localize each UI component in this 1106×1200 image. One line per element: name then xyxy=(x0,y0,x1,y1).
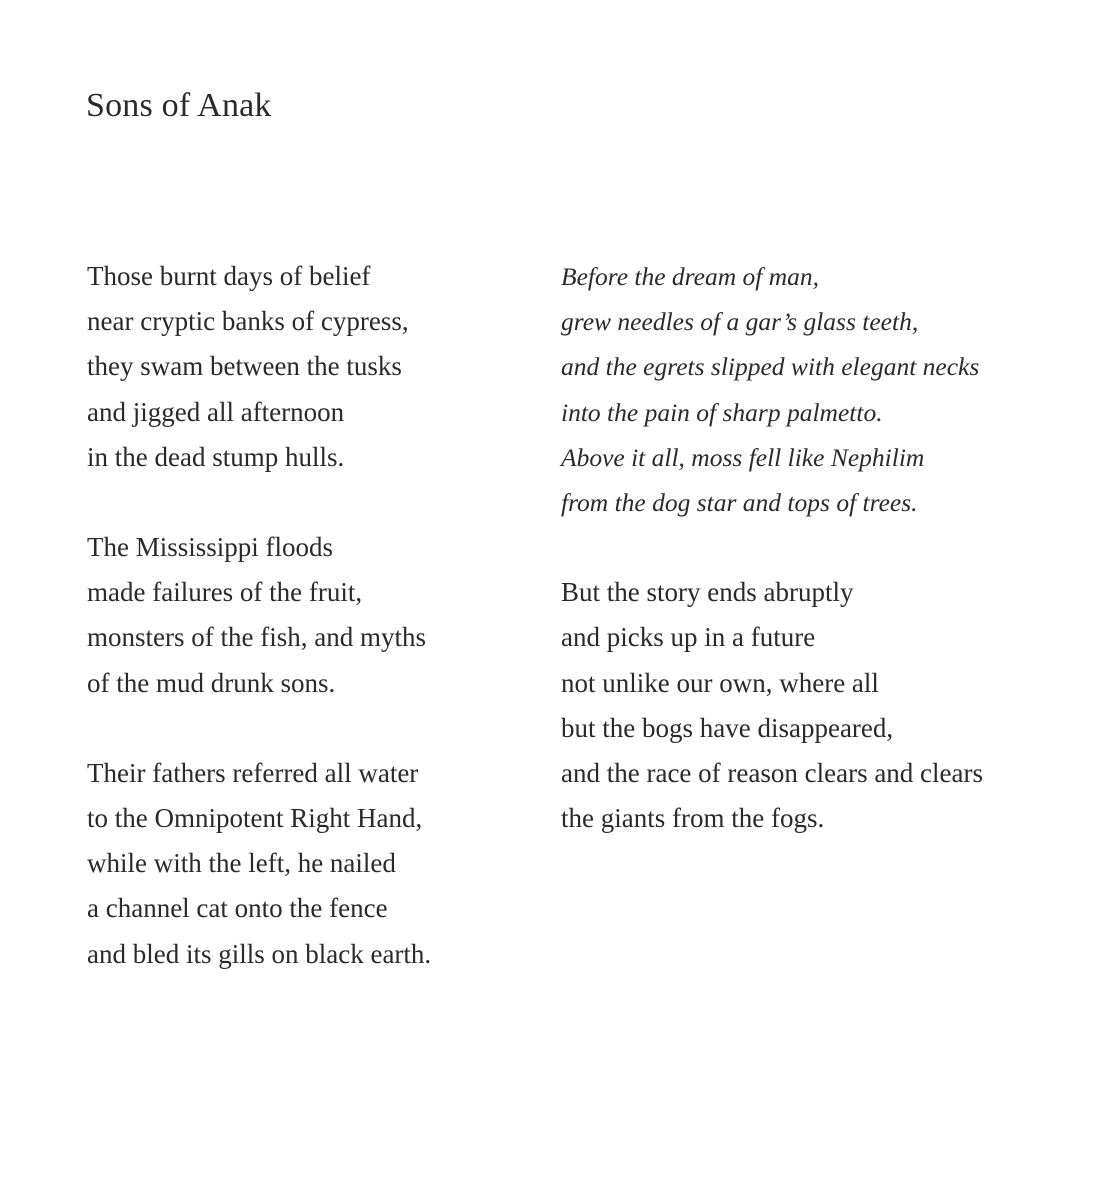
left-column xyxy=(87,254,527,1022)
verse-line: The Mississippi floods xyxy=(87,532,334,563)
verse-line: to the Omnipotent Right Hand, xyxy=(87,803,423,834)
stanza-2 xyxy=(87,525,527,706)
verse-line: But the story ends abruptly xyxy=(561,577,854,608)
verse-line: but the bogs have disappeared, xyxy=(561,712,894,743)
verse-line: and picks up in a future xyxy=(561,622,816,653)
stanza-3 xyxy=(87,751,527,977)
verse-line: not unlike our own, where all xyxy=(561,667,879,698)
verse-line: Those burnt days of belief xyxy=(87,261,371,291)
verse-line: from the dog star and tops of trees. xyxy=(561,488,918,518)
verse-line: Above it all, moss fell like Nephilim xyxy=(561,442,925,472)
verse-line: monsters of the fish, and myths xyxy=(87,622,426,653)
verse-line: and jigged all afternoon xyxy=(87,396,345,427)
verse-line: Their fathers referred all water xyxy=(87,757,419,788)
poem-title: Sons of Anak xyxy=(86,87,272,124)
verse-line: in the dead stump hulls. xyxy=(87,441,345,472)
verse-line: of the mud drunk sons. xyxy=(87,667,336,698)
stanza-1 xyxy=(87,254,527,480)
verse-line: they swam between the tusks xyxy=(87,351,402,382)
stanza-5 xyxy=(561,570,1081,841)
italic-stanza xyxy=(561,254,1081,525)
verse-line: into the pain of sharp palmetto. xyxy=(561,397,883,427)
verse-line: made failures of the fruit, xyxy=(87,577,363,608)
verse-line: and bled its gills on black earth. xyxy=(87,938,432,969)
verse-line: grew needles of a gar’s glass teeth, xyxy=(561,307,919,337)
verse-line: the giants from the fogs. xyxy=(561,803,825,834)
verse-line: and the egrets slipped with elegant necks xyxy=(561,352,980,382)
verse-line: Before the dream of man, xyxy=(561,262,820,291)
right-column xyxy=(561,254,1081,886)
verse-line: and the race of reason clears and clears xyxy=(561,758,984,789)
verse-line: while with the left, he nailed xyxy=(87,848,396,879)
verse-line: near cryptic banks of cypress, xyxy=(87,306,409,337)
verse-line: a channel cat onto the fence xyxy=(87,893,388,924)
